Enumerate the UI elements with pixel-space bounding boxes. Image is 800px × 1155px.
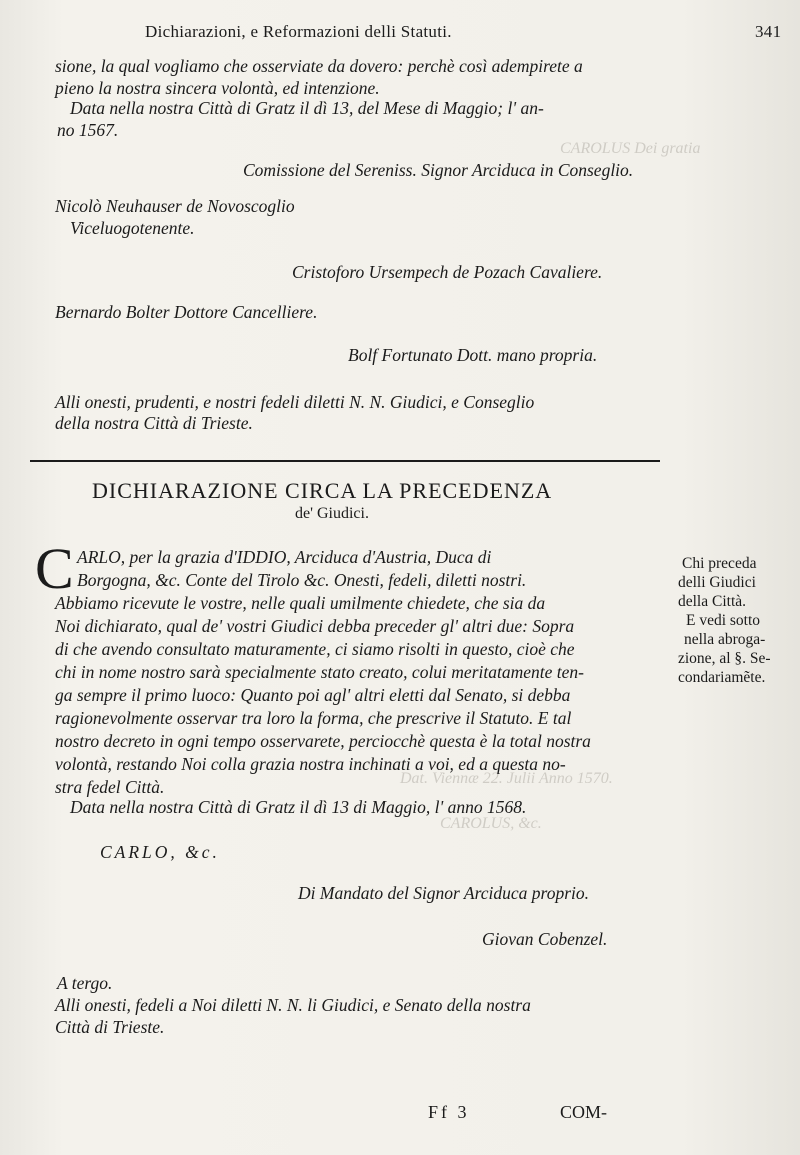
bleed-through-decoration-3: CAROLUS, &c. xyxy=(440,815,542,832)
signatory: Nicolò Neuhauser de Novoscoglio xyxy=(55,196,295,216)
margin-note-line: E vedi sotto xyxy=(686,612,761,629)
catchword: COM- xyxy=(560,1102,608,1122)
a-tergo: A tergo. xyxy=(57,973,113,993)
mandate-line: Di Mandato del Signor Arciduca proprio. xyxy=(298,883,590,903)
signatory: Cristoforo Ursempech de Pozach Cavaliere. xyxy=(292,262,603,282)
signatory: Giovan Cobenzel. xyxy=(482,929,608,949)
text-line: volontà, restando Noi colla grazia nostra inchinati a voi, ed a questa no- xyxy=(55,754,566,774)
date-line: Data nella nostra Città di Gratz il dì 13 di Maggio, l' anno 1568. xyxy=(70,797,527,817)
text-line: Noi dichiarato, qual de' vostri Giudici debba preceder gl' altri due: Sopra xyxy=(55,616,575,636)
address-line: Alli onesti, fedeli a Noi diletti N. N. li Giudici, e Senato della nostra xyxy=(55,995,531,1015)
signature-carlo: CARLO, &c. xyxy=(100,842,220,862)
text-line: sione, la qual vogliamo che osserviate da dovero: perchè così adempirete a xyxy=(55,56,583,76)
signatory: Bolf Fortunato Dott. mano propria. xyxy=(348,345,598,365)
commission-line: Comissione del Sereniss. Signor Arciduca in Conseglio. xyxy=(243,160,634,180)
text-line: Abbiamo ricevute le vostre, nelle quali umilmente chiedete, che sia da xyxy=(55,593,546,613)
text-line: ga sempre il primo luoco: Quanto poi agl' altri eletti dal Senato, si debba xyxy=(55,685,571,705)
margin-note-line: nella abroga- xyxy=(684,631,766,648)
text-line: pieno la nostra sincera volontà, ed intenzione. xyxy=(55,78,380,98)
signatory-title: Viceluogotenente. xyxy=(70,218,195,238)
margin-note-line: condariamẽte. xyxy=(678,669,766,686)
text-line: ARLO, per la grazia d'IDDIO, Arciduca d'Austria, Duca di xyxy=(77,547,492,567)
margin-note-line: zione, al §. Se- xyxy=(678,650,771,667)
drop-cap: C xyxy=(35,536,74,601)
address-line: Alli onesti, prudenti, e nostri fedeli diletti N. N. Giudici, e Conseglio xyxy=(55,392,535,412)
date-line: Data nella nostra Città di Gratz il dì 13, del Mese di Maggio; l' an- xyxy=(70,98,544,118)
running-title: Dichiarazioni, e Reformazioni delli Statuti. xyxy=(145,22,452,41)
text-line: no 1567. xyxy=(57,120,119,140)
text-line: di che avendo consultato maturamente, ci siamo risolti in questo, cioè che xyxy=(55,639,575,659)
section-divider xyxy=(30,460,660,462)
text-line: stra fedel Città. xyxy=(55,777,165,797)
signature-mark: Ff 3 xyxy=(428,1102,470,1122)
bleed-through-decoration: CAROLUS Dei gratia xyxy=(560,140,701,157)
section-title: DICHIARAZIONE CIRCA LA PRECEDENZA xyxy=(92,478,553,503)
margin-note-line: della Città. xyxy=(678,593,747,610)
text-line: nostro decreto in ogni tempo osservarete, perciocchè questa è la total nostra xyxy=(55,731,591,751)
margin-note-line: delli Giudici xyxy=(678,574,756,591)
section-subtitle: de' Giudici. xyxy=(295,505,369,522)
signatory: Bernardo Bolter Dottore Cancelliere. xyxy=(55,302,318,322)
address-line: della nostra Città di Trieste. xyxy=(55,413,253,433)
bleed-through-decoration-2: Dat. Viennæ 22. Julii Anno 1570. xyxy=(400,770,613,787)
text-line: ragionevolmente osservar tra loro la forma, che prescrive il Statuto. E tal xyxy=(55,708,572,728)
address-line: Città di Trieste. xyxy=(55,1017,165,1037)
page-number: 341 xyxy=(755,22,782,41)
text-line: chi in nome nostro sarà specialmente stato creato, colui meritatamente ten- xyxy=(55,662,584,682)
text-line: Borgogna, &c. Conte del Tirolo &c. Onesti, fedeli, diletti nostri. xyxy=(77,570,527,590)
margin-note-line: Chi preceda xyxy=(682,555,757,572)
